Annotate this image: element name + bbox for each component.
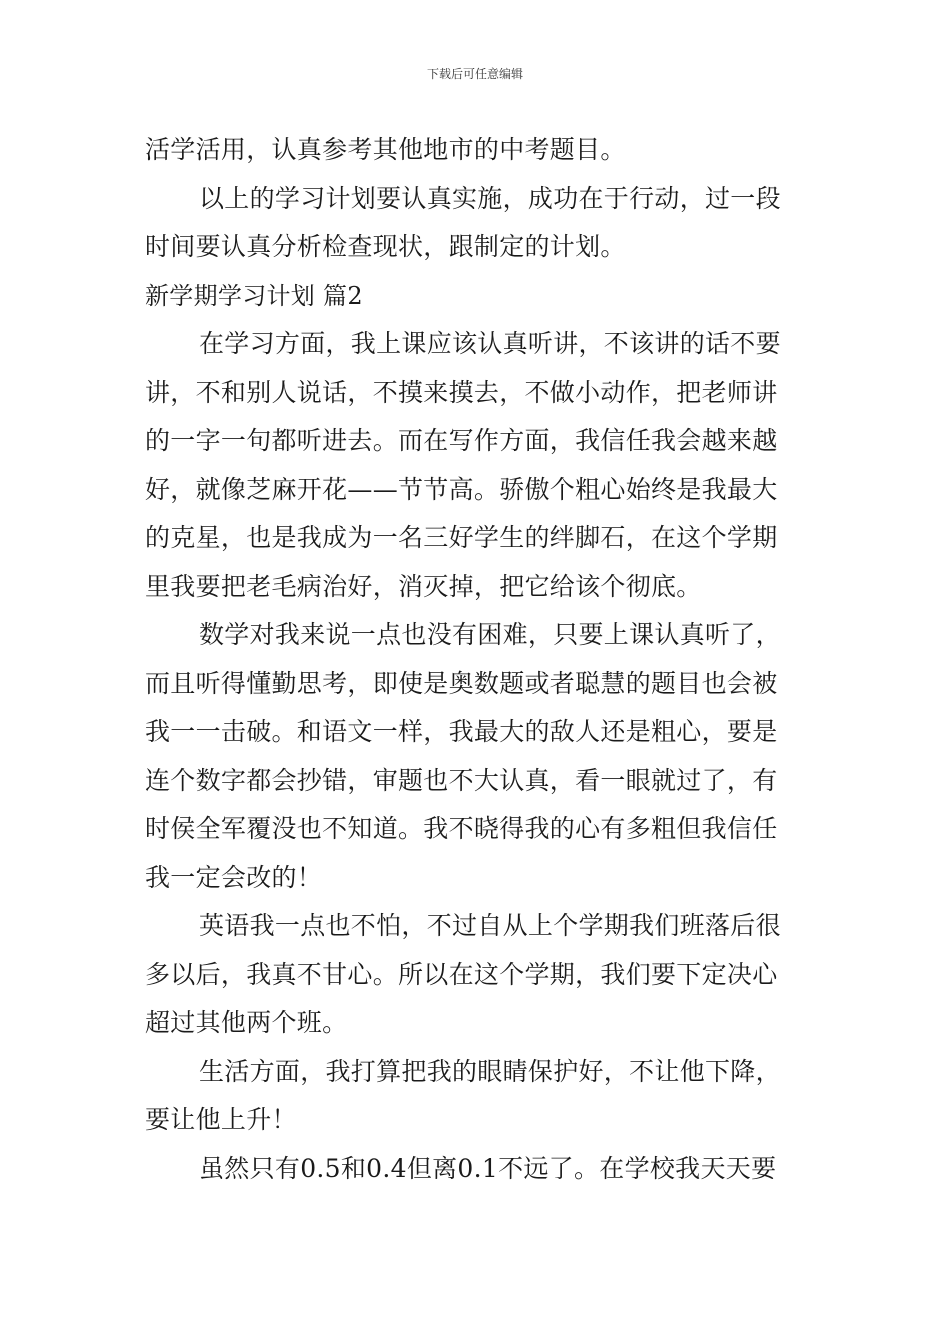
paragraph-first-line: 在学习方面，我上课应该认真听讲，不该讲的话不要: [199, 329, 781, 358]
body-line: 连个数字都会抄错，审题也不大认真，看一眼就过了，有: [145, 765, 778, 795]
body-line: 里我要把老毛病治好，消灭掉，把它给该个彻底。: [145, 571, 702, 601]
page-header: 下载后可任意编辑: [426, 67, 523, 81]
paragraph-first-line: 生活方面，我打算把我的眼睛保护好，不让他下降，: [199, 1056, 781, 1086]
body-line: 时间要认真分析检查现状，跟制定的计划。: [145, 232, 626, 261]
body-line: 而且听得懂勤思考，即使是奥数题或者聪慧的题目也会被: [145, 668, 778, 698]
body-line: 要让他上升！: [145, 1105, 297, 1134]
body-line: 好，就像芝麻开花——节节高。骄傲个粗心始终是我最大: [145, 474, 778, 504]
body-line: 超过其他两个班。: [145, 1008, 348, 1037]
paragraph-first-line: 以上的学习计划要认真实施，成功在于行动，过一段: [199, 183, 781, 213]
body-line: 我一一击破。和语文一样，我最大的敌人还是粗心，要是: [145, 717, 778, 746]
body-line: 活学活用，认真参考其他地市的中考题目。: [145, 135, 626, 164]
body-line: 的一字一句都听进去。而在写作方面，我信任我会越来越: [145, 426, 778, 455]
section-heading: 新学期学习计划 篇2: [145, 281, 363, 310]
paragraph-first-line: 英语我一点也不怕，不过自从上个学期我们班落后很: [199, 911, 781, 940]
body-line: 多以后，我真不甘心。所以在这个学期，我们要下定决心: [145, 959, 778, 989]
body-line: 讲，不和别人说话，不摸来摸去，不做小动作，把老师讲: [145, 377, 778, 407]
body-line: 时侯全军覆没也不知道。我不晓得我的心有多粗但我信任: [145, 814, 778, 843]
body-line: 的克星，也是我成为一名三好学生的绊脚石，在这个学期: [145, 523, 778, 552]
paragraph-first-line: 虽然只有0.5和0.4但离0.1不远了。在学校我天天要: [199, 1153, 777, 1183]
paragraph-first-line: 数学对我来说一点也没有困难，只要上课认真听了，: [199, 620, 781, 649]
body-line: 我一定会改的！: [145, 862, 323, 892]
document-body: [145, 126, 805, 1193]
